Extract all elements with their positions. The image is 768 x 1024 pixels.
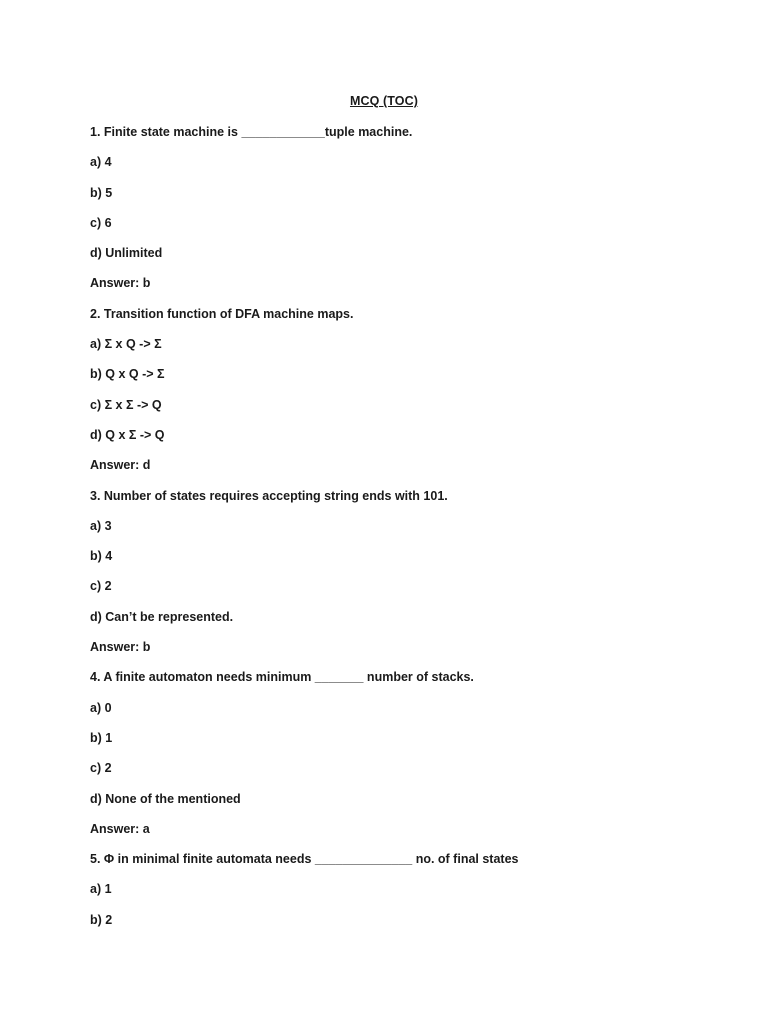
question-3-option-c: c) 2 [90, 579, 112, 594]
question-5-option-a: a) 1 [90, 882, 112, 897]
question-3-option-b: b) 4 [90, 549, 113, 564]
question-1-option-c: c) 6 [90, 215, 112, 230]
question-5-text: 5. Φ in minimal finite automata needs ______________ no. of final states [90, 852, 519, 867]
question-4-option-a: a) 0 [90, 700, 112, 715]
question-3-option-a: a) 3 [90, 518, 112, 533]
question-2-option-b: b) Q x Q -> Σ [90, 367, 165, 382]
question-3-option-d: d) Can’t be represented. [90, 609, 234, 624]
question-4-option-b: b) 1 [90, 730, 113, 745]
question-1-answer: Answer: b [90, 276, 151, 291]
question-2-text: 2. Transition function of DFA machine maps. [90, 306, 354, 321]
question-5-option-b: b) 2 [90, 912, 113, 927]
question-4-answer: Answer: a [90, 821, 150, 836]
question-4-option-c: c) 2 [90, 761, 112, 776]
question-1-option-b: b) 5 [90, 185, 113, 200]
question-2-answer: Answer: d [90, 458, 151, 473]
question-1-text: 1. Finite state machine is ____________tuple machine. [90, 125, 413, 139]
question-4-text: 4. A finite automaton needs minimum _______ number of stacks. [90, 670, 474, 685]
question-3-text: 3. Number of states requires accepting string ends with 101. [90, 488, 448, 503]
question-4-option-d: d) None of the mentioned [90, 791, 241, 806]
question-2-option-c: c) Σ x Σ -> Q [90, 397, 162, 412]
question-2-option-a: a) Σ x Q -> Σ [90, 337, 162, 352]
question-3-answer: Answer: b [90, 640, 151, 655]
question-2-option-d: d) Q x Σ -> Q [90, 427, 165, 442]
question-1-option-d: d) Unlimited [90, 246, 163, 261]
question-list [90, 124, 710, 942]
question-1-option-a: a) 4 [90, 155, 112, 170]
page-title: MCQ (TOC) [349, 94, 419, 108]
